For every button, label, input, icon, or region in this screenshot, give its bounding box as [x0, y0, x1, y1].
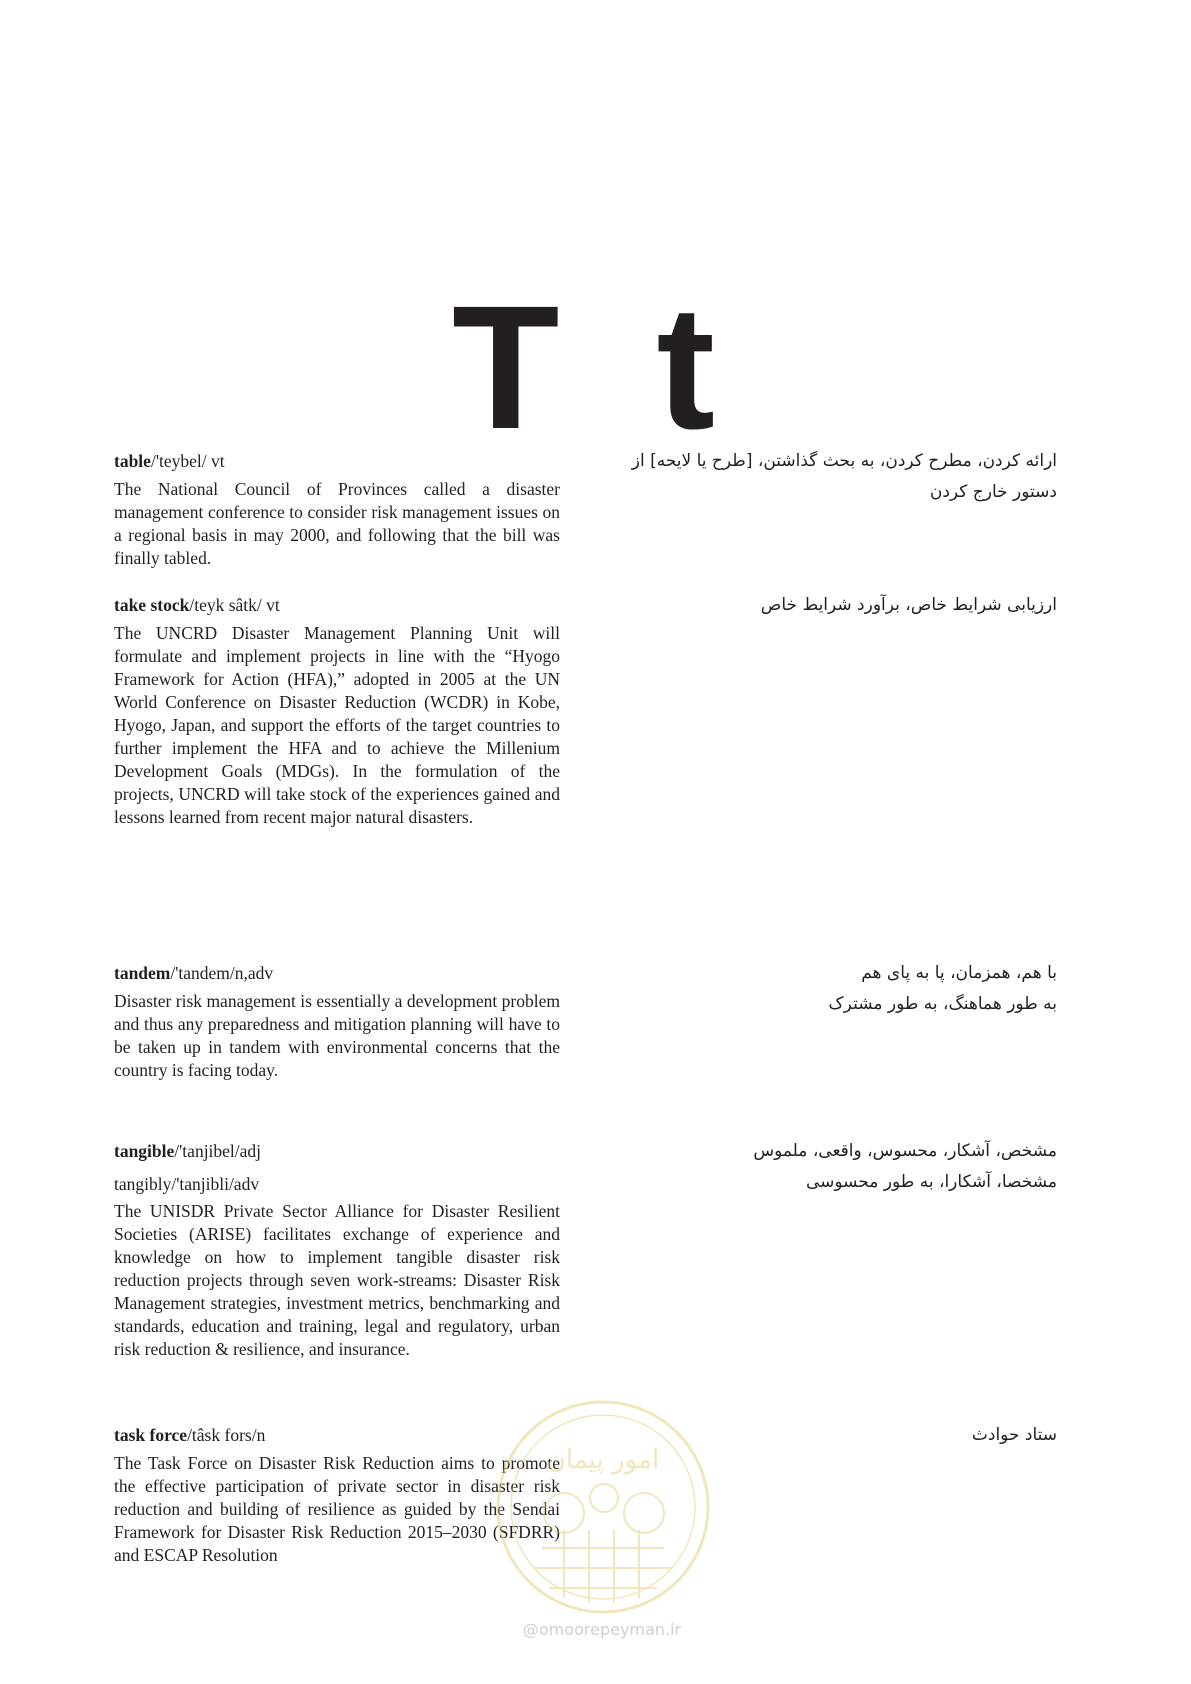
entry-pronunciation: /'tanjibel/adj	[174, 1141, 262, 1161]
entry-pronunciation: /teyk sâtk/ vt	[189, 595, 280, 615]
entry-head	[114, 1140, 560, 1162]
entry-term: tangible	[114, 1141, 175, 1161]
entry-example: The Task Force on Disaster Risk Reduction aims to promote the effective participation of private sector in disaster risk reduction and building of resilience as guided by the Sendai Framework for Disaster Risk Reduction 2015–2030 (SFDRR) and ESCAP Resolution	[114, 1453, 560, 1565]
translation-line: ارائه کردن، مطرح کردن، به بحث گذاشتن، [طرح یا لایحه] از	[631, 451, 1057, 471]
translation-line: مشخص، آشکار، محسوس، واقعی، ملموس	[753, 1141, 1057, 1161]
entry-term: tandem	[114, 963, 171, 983]
translation-line: با هم، همزمان، پا به پای هم	[861, 963, 1057, 983]
entry-tangible	[114, 1140, 560, 1361]
watermark-logo	[494, 1398, 712, 1616]
entry-example: The UNISDR Private Sector Alliance for Disaster Resilient Societies (ARISE) facilitates exchange of experience and knowledge on how to implement tangible disaster risk reduction projects through seven work-streams: Disaster Risk Management strategies, investment metrics, benchmarking and standards, education and training, legal and regulatory, urban risk reduction & resilience, and insurance.	[114, 1201, 560, 1359]
translation-line: ستاد حوادث	[971, 1425, 1057, 1445]
entry-term: take stock	[114, 595, 190, 615]
entry-translation-tangible	[587, 1136, 1057, 1198]
entry-take-stock	[114, 594, 560, 829]
entry-tandem	[114, 962, 560, 1082]
entry-example: Disaster risk management is essentially a development problem and thus any preparedness and mitigation planning will have to be taken up in tandem with environmental concerns that the country is facing today.	[114, 991, 560, 1080]
entry-term: task force	[114, 1425, 188, 1445]
entry-example: The UNCRD Disaster Management Planning Unit will formulate and implement projects in line with the “Hyogo Framework for Action (HFA),” adopted in 2005 at the UN World Conference on Disaster Reduction (WCDR) in Kobe, Hyogo, Japan, and support the efforts of the target countries to further implement the HFA and to achieve the Millenium Development Goals (MDGs). In the formulation of the projects, UNCRD will take stock of the experiences gained and lessons learned from recent major natural disasters.	[114, 623, 560, 827]
section-letter-heading: T t	[451, 270, 739, 466]
entry-translation-tandem	[587, 958, 1057, 1020]
entry-pronunciation: /tâsk fors/n	[187, 1425, 266, 1445]
entry-pronunciation: /'tandem/n,adv	[170, 963, 274, 983]
translation-line: مشخصا، آشکارا، به طور محسوسی	[805, 1172, 1057, 1192]
entry-subhead: tangibly/'tanjibli/adv	[114, 1174, 260, 1194]
entry-translation-table	[587, 446, 1057, 508]
translation-line: به طور هماهنگ، به طور مشترک	[828, 994, 1057, 1014]
watermark-url: @omoorepeyman.ir	[522, 1620, 682, 1639]
entry-term: table	[114, 451, 151, 471]
translation-line: ارزیابی شرایط خاص، برآورد شرایط خاص	[760, 595, 1057, 615]
entry-head	[114, 450, 560, 472]
entry-translation-take-stock	[587, 590, 1057, 621]
entry-pronunciation: /'teybel/ vt	[150, 451, 225, 471]
entry-table	[114, 450, 560, 570]
entry-head	[114, 962, 560, 984]
entry-head	[114, 594, 560, 616]
translation-line: دستور خارج کردن	[929, 482, 1057, 502]
watermark-logo-text: امور پیمان	[546, 1445, 660, 1475]
entry-example: The National Council of Provinces called a disaster management conference to consider risk management issues on a regional basis in may 2000, and following that the bill was finally tabled.	[114, 479, 560, 568]
